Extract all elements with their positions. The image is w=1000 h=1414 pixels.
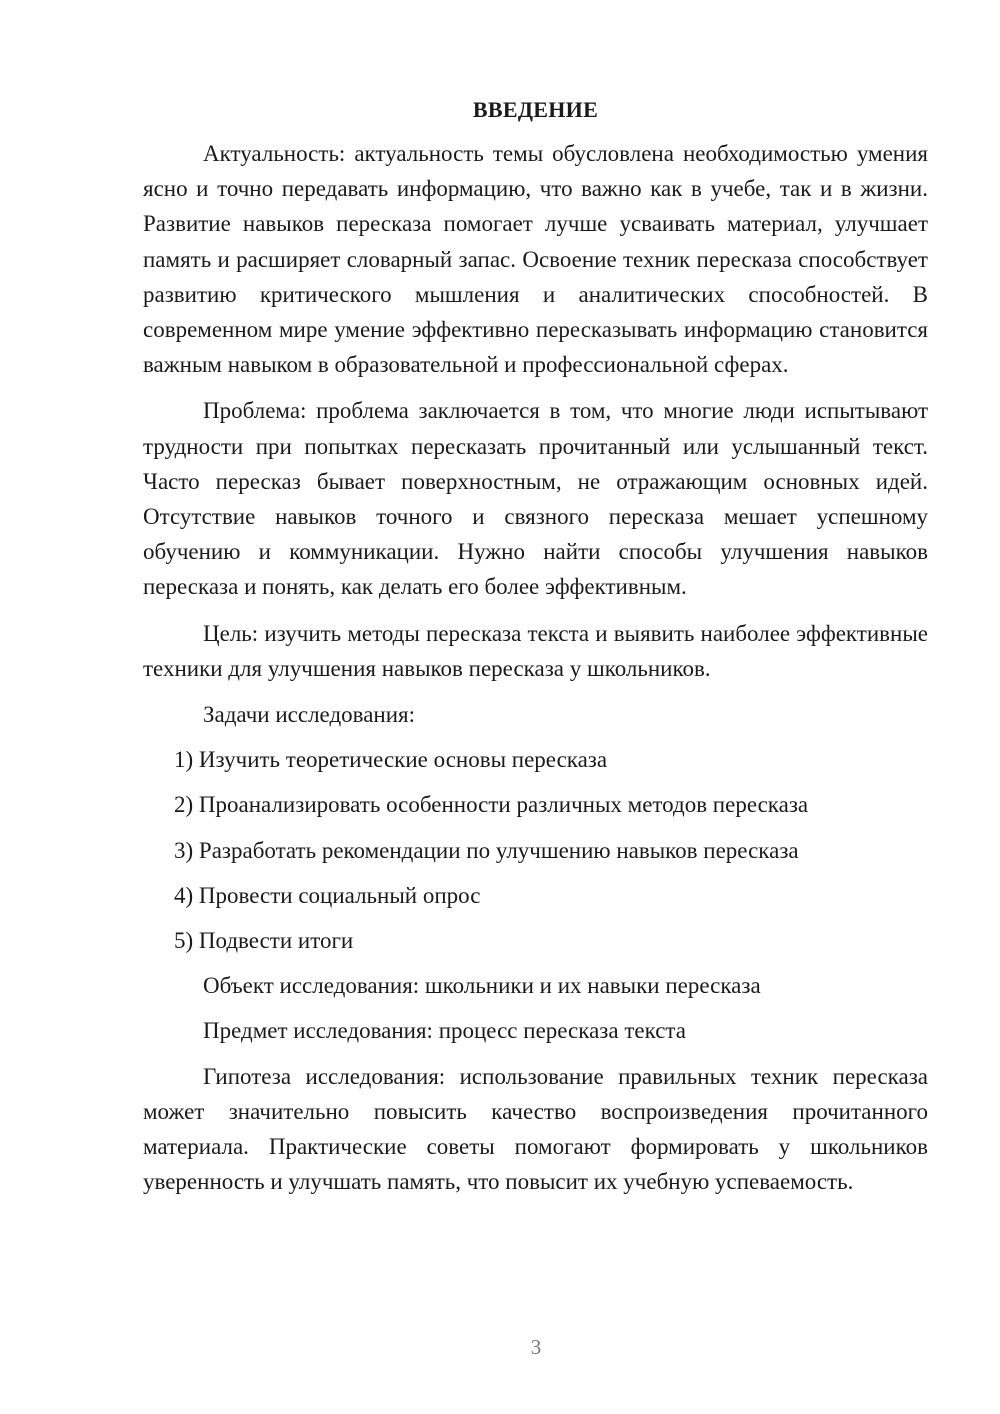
subject-paragraph: Предмет исследования: процесс пересказа текста (203, 1018, 686, 1044)
section-heading: ВВЕДЕНИЕ (472, 97, 599, 122)
goal-paragraph: Цель: изучить методы пересказа текста и выявить наиболее эффективные техники для улучшения навыков пересказа у школьников. (143, 620, 928, 681)
tasks-list (143, 742, 928, 958)
task-item: 3) Разработать рекомендации по улучшению навыков пересказа (174, 837, 799, 863)
page-number: 3 (530, 1335, 542, 1359)
page-content (143, 96, 928, 1210)
problem-paragraph: Проблема: проблема заключается в том, что многие люди испытывают трудности при попытках пересказать прочитанный или услышанный текст. Часто пересказ бывает поверхностным, не отражающим основных идей. Отсутствие навыков точного и связного пересказа мешает успешному обучению и коммуникации. Нужно найти способы улучшения навыков пересказа и понять, как делать его более эффективным. (143, 398, 928, 600)
hypothesis-paragraph: Гипотеза исследования: использование правильных техник пересказа может значительно повысить качество воспроизведения прочитанного материала. Практические советы помогают формировать у школьников уверенность и улучшать память, что повысит их учебную успеваемость. (143, 1063, 928, 1195)
relevance-paragraph: Актуальность: актуальность темы обусловлена необходимостью умения ясно и точно передавать информацию, что важно как в учебе, так и в жизни. Развитие навыков пересказа помогает лучше усваивать материал, улучшает память и расширяет словарный запас. Освоение техник пересказа способствует развитию критического мышления и аналитических способностей. В современном мире умение эффективно пересказывать информацию становится важным навыком в образовательной и профессиональной сферах. (143, 141, 928, 378)
task-item: 2) Проанализировать особенности различных методов пересказа (174, 792, 809, 818)
task-item: 4) Провести социальный опрос (174, 882, 481, 908)
object-paragraph: Объект исследования: школьники и их навыки пересказа (203, 973, 761, 999)
tasks-title: Задачи исследования: (203, 702, 416, 728)
task-item: 1) Изучить теоретические основы пересказа (174, 747, 608, 773)
task-item: 5) Подвести итоги (174, 928, 354, 954)
